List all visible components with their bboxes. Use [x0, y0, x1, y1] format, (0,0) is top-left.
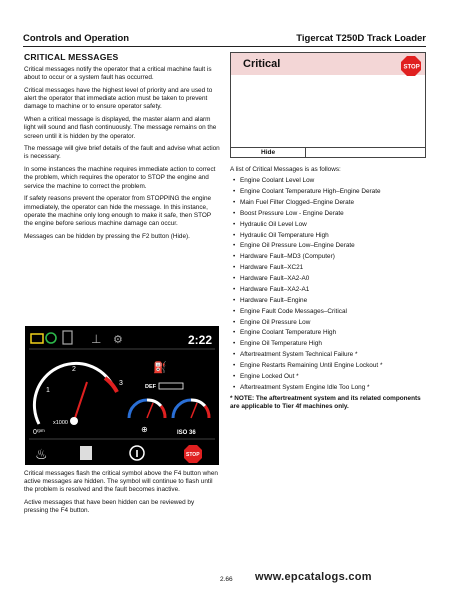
- list-item: • Engine Coolant Temperature High: [230, 329, 426, 337]
- temp-arc-hot: [161, 406, 165, 418]
- list-item: • Engine Restarts Remaining Until Engine Lockout *: [230, 362, 426, 370]
- list-item: • Boost Pressure Low - Engine Derate: [230, 210, 426, 218]
- softkey-separator: [305, 147, 306, 157]
- list-item: • Hydraulic Oil Temperature High: [230, 232, 426, 240]
- hide-softkey[interactable]: Hide: [261, 149, 276, 156]
- paragraph: Critical messages have the highest level of priority and are used to alert the operator that immediate action must be taken to prevent damage to machine or to ensure operator safety.: [24, 86, 213, 111]
- def-label: DEF: [145, 384, 156, 390]
- list-item: • Engine Oil Temperature High: [230, 340, 426, 348]
- list-item: • Hydraulic Oil Level Low: [230, 221, 426, 229]
- below-screen-text: [24, 470, 220, 520]
- list-item: • Hardware Fault–XC21: [230, 264, 426, 272]
- oil-arc-normal: [191, 400, 205, 406]
- hydraulic-oil-gauge: [173, 400, 209, 436]
- rpm-tick-label: 3: [119, 380, 123, 387]
- paragraph: The message will give brief details of the fault and advise what action is necessary.: [24, 145, 220, 161]
- temp-needle: [147, 403, 153, 418]
- coolant-icon: ⊕: [141, 425, 148, 434]
- list-item: • Engine Coolant Level Low: [230, 177, 426, 185]
- rpm-tick-label: 2: [72, 366, 76, 373]
- critical-message-list: [230, 177, 426, 392]
- stop-icon-label: STOP: [403, 64, 420, 71]
- oil-arc-cold: [173, 400, 191, 418]
- header-section-title: Controls and Operation: [23, 33, 130, 44]
- fuel-filter-icon: [63, 331, 72, 344]
- def-level-bar: [159, 383, 183, 389]
- stop-sign-label: STOP: [186, 452, 200, 458]
- fuel-pump-icon: ⛽: [153, 361, 167, 374]
- rpm-multiplier: x1000: [53, 420, 68, 426]
- paragraph: Critical messages flash the critical symbol above the F4 button when active messages are hidden. The symbol will continue to flash until the problem is resolved and the fault becomes inactive.: [24, 470, 218, 494]
- tier4-note: * NOTE: The aftertreatment system and its related components are applicable to Tier 4f machines only.: [230, 394, 421, 410]
- oil-arc-hot: [205, 406, 209, 418]
- left-column: [24, 52, 220, 246]
- list-item: • Engine Locked Out *: [230, 373, 426, 381]
- rpm-tick-label: 1: [46, 387, 50, 394]
- softkey-bar: [35, 445, 202, 463]
- list-item: • Aftertreatment System Technical Failure *: [230, 351, 426, 359]
- iso-label: ISO 36: [177, 430, 196, 436]
- rpm-hub: [70, 417, 78, 425]
- list-intro: A list of Critical Messages is as follows:: [230, 166, 341, 173]
- temperature-icon: ⊥: [91, 332, 102, 346]
- list-item: • Hardware Fault–MD3 (Computer): [230, 253, 426, 261]
- list-item: • Main Fuel Filter Clogged–Engine Derate: [230, 199, 426, 207]
- clock-readout: 2:22: [188, 333, 213, 347]
- paragraph: Active messages that have been hidden can be reviewed by pressing the F4 button.: [24, 499, 195, 515]
- list-item: • Engine Fault Code Messages–Critical: [230, 308, 426, 316]
- critical-title: Critical: [243, 58, 281, 70]
- header-machine-title: Tigercat T250D Track Loader: [296, 33, 426, 44]
- coolant-temp-gauge: [129, 400, 165, 434]
- rpm-unit: rpm: [37, 428, 45, 433]
- critical-message-screen: [230, 52, 426, 158]
- rpm-tick-label: 0: [33, 429, 37, 436]
- battery-icon: [31, 334, 43, 343]
- list-item: • Aftertreatment System Engine Idle Too Long *: [230, 384, 426, 392]
- engine-icon: [46, 333, 56, 343]
- list-item: • Hardware Fault–XA2-A1: [230, 286, 426, 294]
- list-item: • Hardware Fault–XA2-A0: [230, 275, 426, 283]
- rpm-needle: [74, 382, 87, 421]
- engine-info-icon[interactable]: ♨: [35, 447, 48, 463]
- top-icon-bar: [31, 331, 212, 347]
- page-number: 2.66: [220, 576, 233, 583]
- document-icon[interactable]: [80, 446, 92, 460]
- right-column: [230, 52, 426, 411]
- display-screenshot: [25, 326, 219, 465]
- softkey-divider: [231, 147, 425, 148]
- paragraph: Messages can be hidden by pressing the F2 button (Hide).: [24, 232, 190, 240]
- paragraph: Critical messages notify the operator that a critical machine fault is about to occur or a system fault has occurred.: [24, 66, 212, 82]
- stop-icon: [401, 56, 421, 76]
- hydraulic-icon: ⚙: [113, 333, 123, 346]
- rpm-gauge: [33, 363, 123, 436]
- paragraph: If safety reasons prevent the operator from STOPPING the engine immediately, the operator can hide the message. In this instance, operate the machine only long enough to make it safe, then STOP the engine before serious machine damage can occur.: [24, 195, 212, 227]
- list-item: • Engine Coolant Temperature High–Engine Derate: [230, 188, 426, 196]
- section-heading: CRITICAL MESSAGES: [24, 52, 119, 62]
- temp-arc-cold: [129, 400, 147, 418]
- paragraph: In some instances the machine requires immediate action to correct the problem, which requires the operator to STOP the engine and service the machine to correct the problem.: [24, 166, 216, 190]
- paragraph: When a critical message is displayed, the master alarm and alarm light will sound and flash continuously. The message remains on the screen until it is hidden by the operator.: [24, 116, 217, 140]
- display-graphic: [25, 326, 219, 465]
- temp-arc-normal: [147, 400, 161, 406]
- watermark-url: www.epcatalogs.com: [255, 571, 372, 583]
- header-rule: [23, 46, 426, 47]
- list-item: • Hardware Fault–Engine: [230, 297, 426, 305]
- list-item: • Engine Oil Pressure Low: [230, 319, 426, 327]
- list-item: • Engine Oil Pressure Low–Engine Derate: [230, 242, 426, 250]
- oil-needle: [191, 403, 197, 418]
